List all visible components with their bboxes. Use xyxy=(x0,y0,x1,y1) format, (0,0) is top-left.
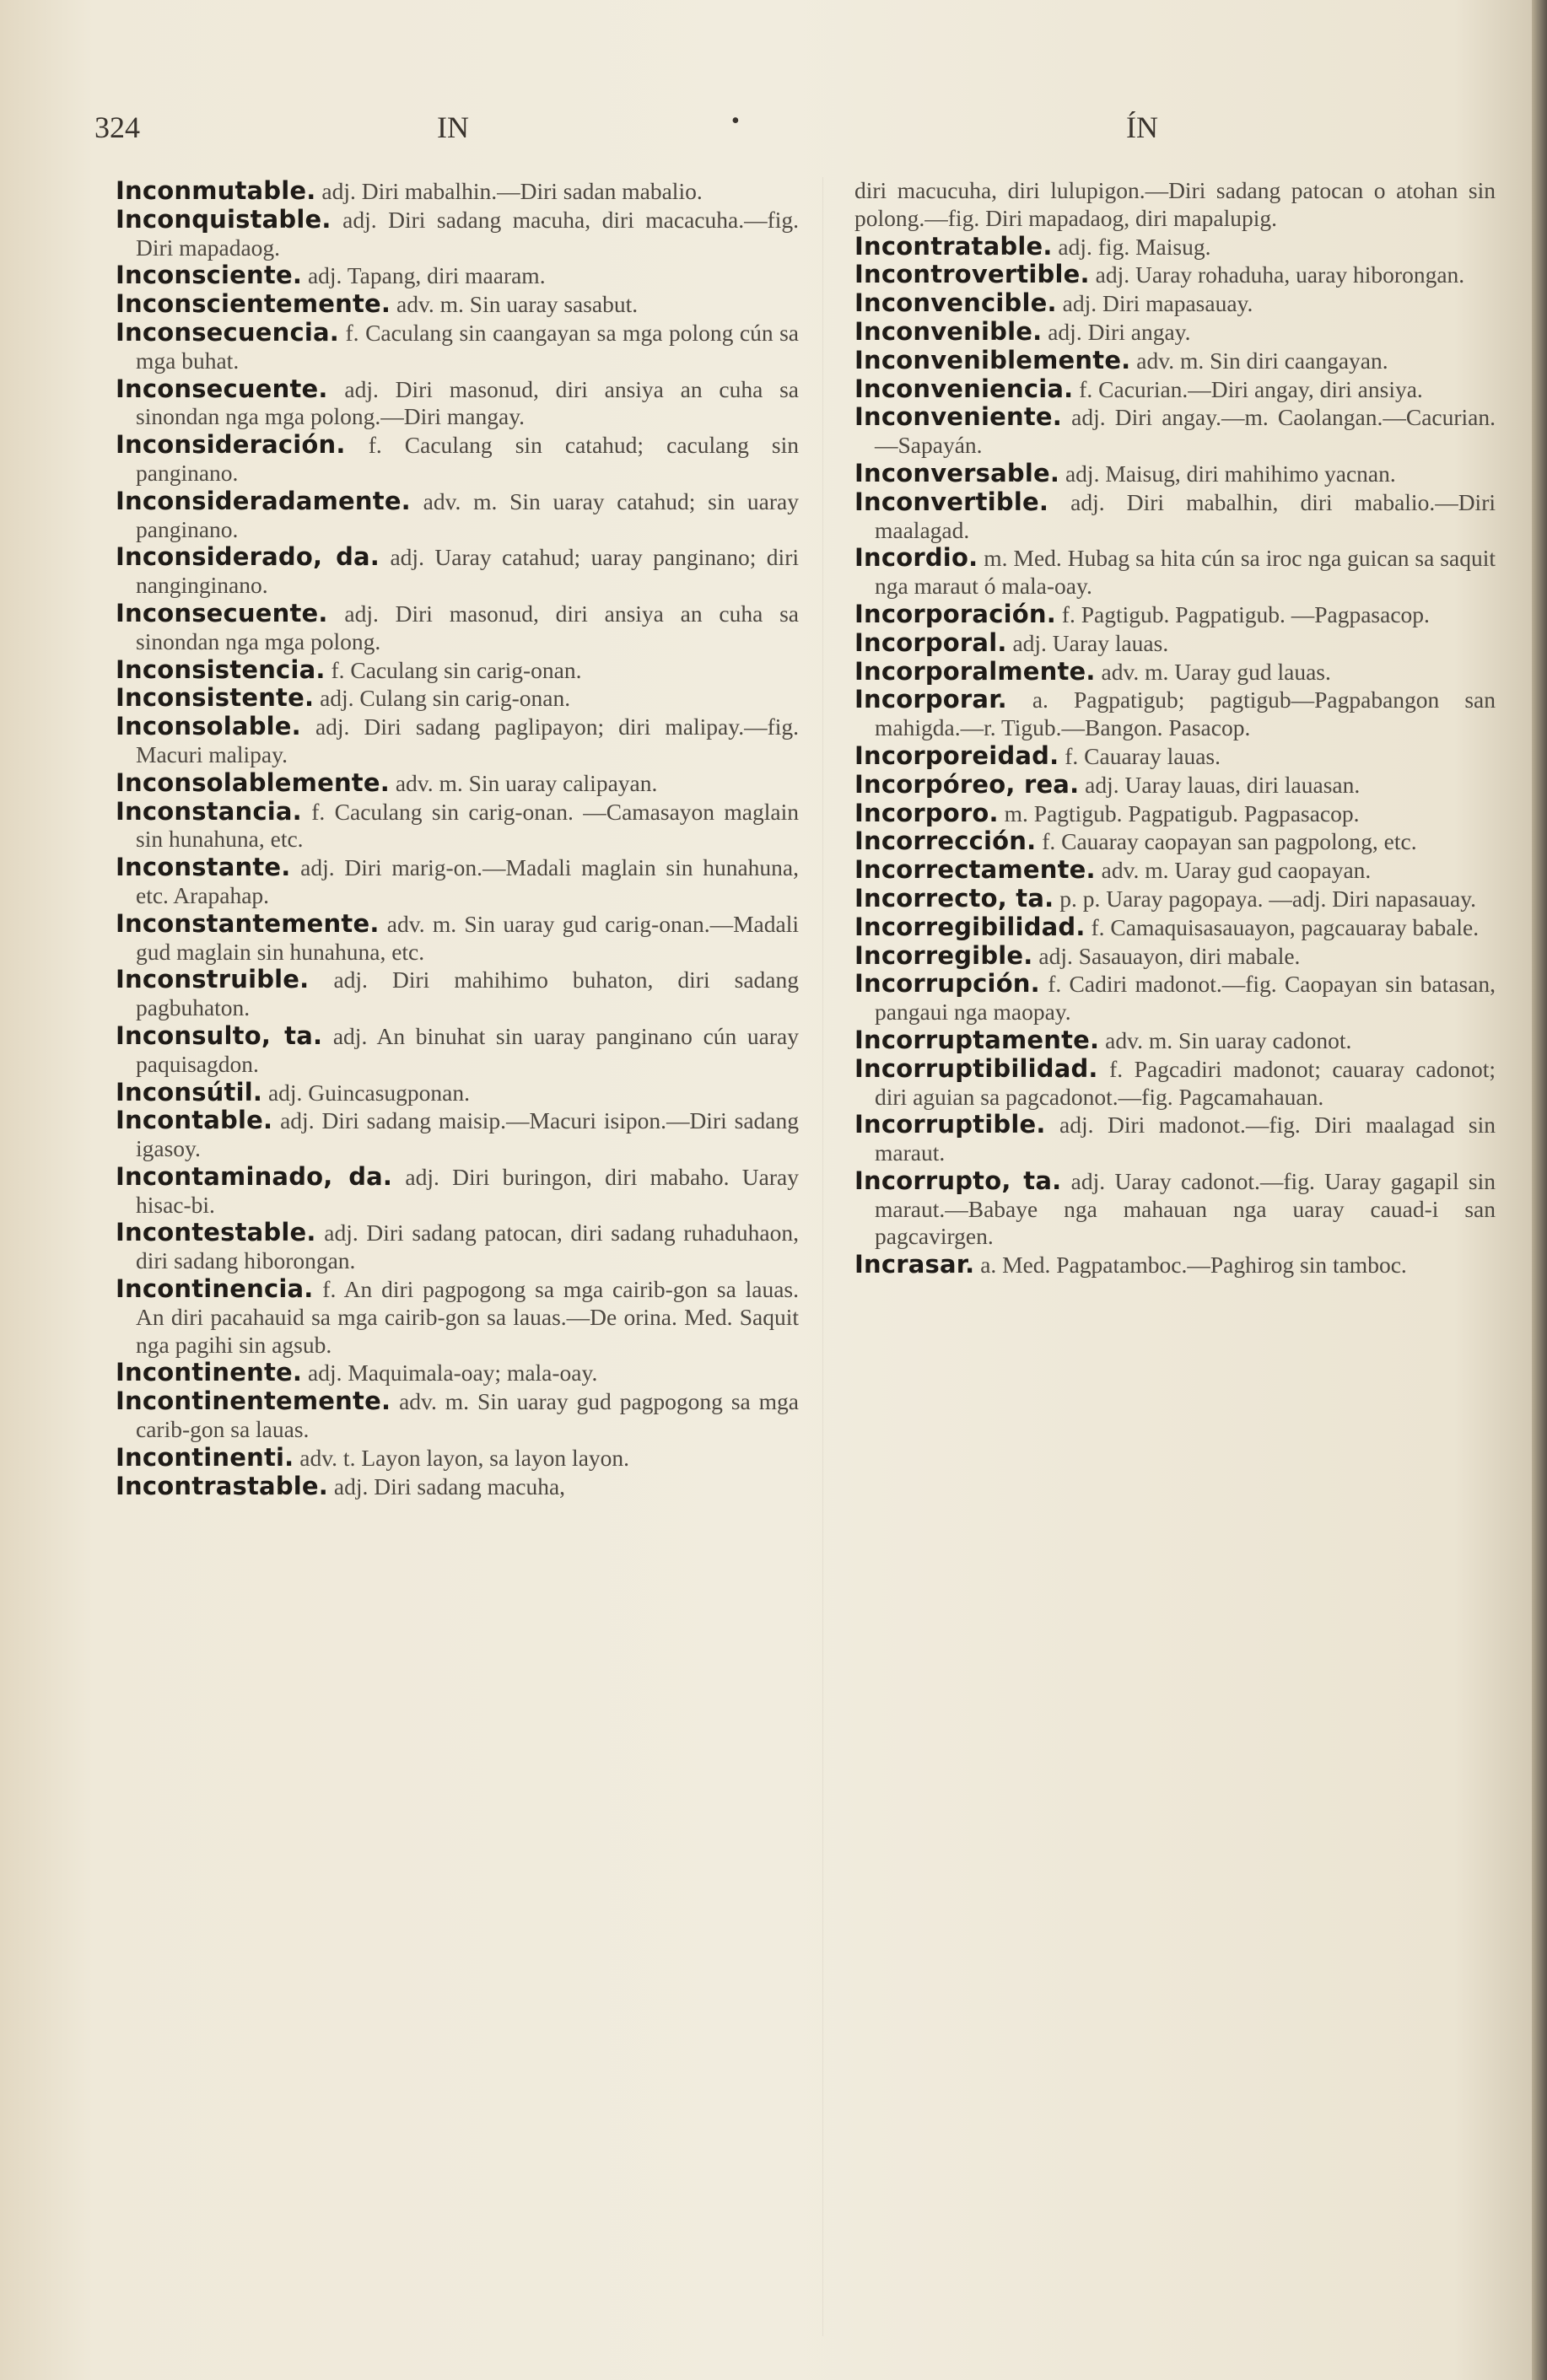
definition: adj. Diri sadang maisip.—Macuri isipon.—Diri sadang igasoy. xyxy=(136,1107,799,1162)
headword: Inconveniblemente. xyxy=(854,345,1131,374)
headword: Inconstancia. xyxy=(116,796,302,826)
headword: Incorporar. xyxy=(854,685,1007,714)
dictionary-entry xyxy=(854,488,1496,545)
definition: adv. m. Sin uaray sasabut. xyxy=(391,291,639,318)
headword: Incorrectamente. xyxy=(854,855,1096,885)
definition: adj. Diri mabalhin.—Diri sadan mabalio. xyxy=(315,178,703,204)
dictionary-entry xyxy=(116,261,799,290)
binding-edge xyxy=(1532,0,1547,2380)
dictionary-entry xyxy=(854,177,1496,233)
headword: Incordio. xyxy=(854,543,978,573)
dictionary-entry xyxy=(854,460,1496,488)
dictionary-entry xyxy=(854,885,1496,913)
dictionary-entry xyxy=(854,375,1496,404)
dictionary-entry xyxy=(854,629,1496,658)
dictionary-entry xyxy=(116,1359,799,1387)
headword: Incorpóreo, rea. xyxy=(854,769,1080,799)
headword: Incorrección. xyxy=(854,827,1037,856)
definition: f. Cauaray caopayan san pagpolong, etc. xyxy=(1036,828,1417,855)
headword: Inconsiderado, da. xyxy=(116,542,380,572)
headword: Inconsolablemente. xyxy=(116,767,390,797)
headword: Inconsideración. xyxy=(116,430,346,460)
dictionary-entry xyxy=(116,290,799,319)
headword: Inconveniente. xyxy=(854,402,1063,432)
definition: p. p. Uaray pagopaya. —adj. Diri napasauay. xyxy=(1054,885,1477,912)
headword: Inconquistable. xyxy=(116,204,332,234)
page-number: 324 xyxy=(94,110,140,144)
definition: f. Cacurian.—Diri angay, diri ansiya. xyxy=(1073,375,1423,402)
definition: adj. Tapang, diri maaram. xyxy=(302,262,546,289)
right-column xyxy=(854,177,1496,1279)
dictionary-entry xyxy=(116,543,799,600)
headword: Incorrupto, ta. xyxy=(854,1166,1062,1195)
definition: adv. m. Uaray gud caopayan. xyxy=(1095,857,1372,884)
dictionary-entry xyxy=(116,600,799,656)
dictionary-entry xyxy=(854,1251,1496,1279)
definition: adj. Diri mahihimo buhaton, diri sadang pagbuhaton. xyxy=(136,967,799,1021)
headword: Inconstante. xyxy=(116,853,291,882)
headword: Incorruptible. xyxy=(854,1110,1046,1139)
definition: adj. Diri sadang macuha, diri macacuha.—fig. Diri mapadaog. xyxy=(136,206,799,261)
dictionary-entry xyxy=(854,600,1496,629)
definition: f. Pagtigub. Pagpatigub. —Pagpasacop. xyxy=(1055,600,1430,627)
definition: a. Pagpatigub; pagtigub—Pagpabangon san mahigda.—r. Tigub.—Bangon. Pasacop. xyxy=(875,687,1496,741)
headword: Inconsecuencia. xyxy=(116,317,339,347)
definition: adj. Diri buringon, diri mabaho. Uaray hisac-bi. xyxy=(136,1163,799,1218)
dictionary-entry xyxy=(116,1079,799,1107)
headword: Incontinentemente. xyxy=(116,1387,391,1416)
headword: Inconsulto, ta. xyxy=(116,1020,323,1050)
headword: Incontinenti. xyxy=(116,1442,294,1472)
dictionary-entry xyxy=(116,206,799,262)
headword: Inconmutable. xyxy=(116,176,316,205)
definition: adj. Diri sadang patocan, diri sadang ruhaduhaon, diri sadang hiborongan. xyxy=(136,1220,799,1274)
headword: Incrasar. xyxy=(854,1250,975,1279)
headword: Inconversable. xyxy=(854,458,1060,487)
dictionary-entry xyxy=(116,319,799,375)
definition: adj. Diri angay. xyxy=(1042,318,1191,345)
definition: adj. Culang sin carig-onan. xyxy=(314,685,571,712)
definition: f. An diri pagpogong sa mga cairib-gon sa lauas. An diri pacahauid sa mga cairib-gon sa lauas.—De orina. Med. Saquit nga pagihi sin agsub. xyxy=(136,1276,799,1358)
dictionary-entry xyxy=(854,913,1496,942)
headword: Incontrovertible. xyxy=(854,260,1090,289)
headword: Inconsistencia. xyxy=(116,654,326,684)
headword: Incorporeidad. xyxy=(854,740,1059,770)
dictionary-entry xyxy=(854,1026,1496,1055)
headword: Incontaminado, da. xyxy=(116,1161,393,1191)
dictionary-entry xyxy=(116,1219,799,1275)
dictionary-entry xyxy=(854,544,1496,600)
definition: f. Caculang sin carig-onan. —Camasayon maglain sin hunahuna, etc. xyxy=(136,798,799,853)
headword: Inconsútil. xyxy=(116,1077,263,1107)
definition: adj. Uaray catahud; uaray panginano; diri nanginginano. xyxy=(136,544,799,599)
dictionary-entry xyxy=(854,403,1496,460)
headword: Inconvencible. xyxy=(854,288,1057,318)
definition: adj. Diri angay.—m. Caolangan.—Cacurian.—Sapayán. xyxy=(875,404,1496,459)
definition: adj. Diri masonud, diri ansiya an cuha sa sinondan nga mga polong.—Diri mangay. xyxy=(136,375,799,430)
definition: m. Med. Hubag sa hita cún sa iroc nga guican sa saquit nga maraut ó mala-oay. xyxy=(875,545,1496,600)
definition: adv. m. Sin uaray cadonot. xyxy=(1099,1026,1352,1053)
headword: Inconvenible. xyxy=(854,316,1043,346)
headword: Incorporalmente. xyxy=(854,656,1096,686)
dictionary-entry xyxy=(854,1111,1496,1167)
dictionary-entry xyxy=(116,375,799,432)
headword: Inconsecuente. xyxy=(116,598,328,627)
dictionary-entry xyxy=(854,318,1496,347)
headword: Incontestable. xyxy=(116,1218,316,1247)
headword: Inconveniencia. xyxy=(854,374,1074,403)
dictionary-entry xyxy=(854,771,1496,800)
dictionary-entry xyxy=(854,347,1496,375)
definition: f. Pagcadiri madonot; cauaray cadonot; diri aguian sa pagcadonot.—fig. Pagcamahauan. xyxy=(875,1055,1496,1110)
definition: adv. m. Sin diri caangayan. xyxy=(1130,347,1388,374)
headword: Incorruptamente. xyxy=(854,1025,1100,1054)
definition: f. Camaquisasauayon, pagcauaray babale. xyxy=(1085,913,1480,940)
headword: Incorporal. xyxy=(854,627,1007,657)
dictionary-entry xyxy=(854,800,1496,828)
definition: f. Caculang sin caangayan sa mga polong cún sa mga buhat. xyxy=(136,319,799,374)
dictionary-entry xyxy=(854,1055,1496,1112)
definition: adj. Uaray lauas. xyxy=(1006,629,1169,656)
headword: Inconsolable. xyxy=(116,712,301,741)
definition: adj. An binuhat sin uaray panginano cún uaray paquisagdon. xyxy=(136,1022,800,1077)
definition: adj. Maisug, diri mahihimo yacnan. xyxy=(1059,460,1396,487)
definition: adj. Diri mapasauay. xyxy=(1056,290,1253,317)
dictionary-entry xyxy=(116,656,799,685)
headword: Inconscientemente. xyxy=(116,289,391,319)
headword: Incorregibilidad. xyxy=(854,912,1086,941)
dictionary-entry xyxy=(116,1163,799,1220)
dictionary-entry xyxy=(116,1473,799,1501)
definition: adj. Diri masonud, diri ansiya an cuha sa sinondan nga mga polong. xyxy=(136,600,799,654)
definition: adj. Diri sadang paglipayon; diri malipay.—fig. Macuri malipay. xyxy=(136,713,799,767)
dictionary-entry xyxy=(116,431,799,487)
definition: adj. Diri marig-on.—Madali maglain sin hunahuna, etc. Arapahap. xyxy=(136,854,799,908)
definition: adj. Guincasugponan. xyxy=(262,1079,470,1106)
dictionary-entry xyxy=(854,261,1496,289)
definition: adj. Sasauayon, diri mabale. xyxy=(1032,942,1301,969)
dictionary-entry xyxy=(854,742,1496,771)
dictionary-entry xyxy=(116,853,799,910)
dictionary-entry xyxy=(854,658,1496,687)
dictionary-entry xyxy=(116,177,799,206)
definition: adj. Uaray cadonot.—fig. Uaray gagapil sin maraut.—Babaye nga mahauan nga uaray cauad-i san pagcavirgen. xyxy=(875,1167,1496,1250)
headword: Inconvertible. xyxy=(854,487,1049,516)
dictionary-entry xyxy=(116,798,799,854)
left-column xyxy=(116,177,799,1500)
headword: Incontinente. xyxy=(116,1358,303,1387)
definition: adv. t. Layon layon, sa layon layon. xyxy=(294,1444,630,1471)
dictionary-entry xyxy=(116,769,799,798)
definition: f. Cadiri madonot.—fig. Caopayan sin batasan, pangaui nga maopay. xyxy=(875,971,1496,1026)
dictionary-entry xyxy=(116,1107,799,1163)
headword: Incontrastable. xyxy=(116,1471,329,1500)
headword: Inconstantemente. xyxy=(116,908,380,938)
dictionary-entry xyxy=(854,827,1496,856)
definition: m. Pagtigub. Pagpatigub. Pagpasacop. xyxy=(998,800,1360,827)
headword: Incontinencia. xyxy=(116,1274,314,1304)
definition: f. Caculang sin catahud; caculang sin panginano. xyxy=(136,432,799,486)
headword: Inconsistente. xyxy=(116,683,315,713)
definition: adj. Diri madonot.—fig. Diri maalagad sin maraut. xyxy=(875,1112,1496,1166)
dictionary-entry xyxy=(116,1444,799,1473)
headword: Incontable. xyxy=(116,1106,273,1135)
headword: Incorregible. xyxy=(854,940,1033,970)
dictionary-entry xyxy=(854,686,1496,742)
headword: Incorporo. xyxy=(854,798,999,827)
definition: adj. Diri mabalhin, diri mabalio.—Diri maalagad. xyxy=(875,488,1496,543)
headword: Incorrupción. xyxy=(854,969,1040,999)
dictionary-entry xyxy=(116,1387,799,1444)
dictionary-entry xyxy=(854,970,1496,1026)
left-guide-word: IN xyxy=(437,110,469,144)
definition: adv. m. Uaray gud lauas. xyxy=(1095,658,1331,685)
dictionary-entry xyxy=(854,856,1496,885)
definition: adv. m. Sin uaray gud pagpogong sa mga carib-gon sa lauas. xyxy=(136,1388,799,1443)
dictionary-entry xyxy=(854,942,1496,971)
definition: f. Caculang sin carig-onan. xyxy=(325,656,582,683)
dictionary-entry xyxy=(854,289,1496,318)
definition: adj. fig. Maisug. xyxy=(1052,233,1211,260)
dictionary-entry xyxy=(116,966,799,1022)
dictionary-entry xyxy=(116,684,799,713)
definition: a. Med. Pagpatamboc.—Paghirog sin tamboc. xyxy=(974,1252,1407,1279)
dictionary-entry xyxy=(854,1167,1496,1251)
definition: adv. m. Sin uaray catahud; sin uaray panginano. xyxy=(136,487,799,542)
headword: Inconstruible. xyxy=(116,965,310,994)
center-mark: • xyxy=(731,108,740,134)
definition: f. Cauaray lauas. xyxy=(1059,742,1221,769)
column-gutter xyxy=(822,177,823,2336)
definition: adj. Maquimala-oay; mala-oay. xyxy=(302,1360,598,1387)
dictionary-entry xyxy=(116,487,799,544)
definition: adv. m. Sin uaray gud carig-onan.—Madali gud maglain sin hunahuna, etc. xyxy=(136,910,799,965)
headword: Incontratable. xyxy=(854,231,1053,261)
right-guide-word: ÍN xyxy=(1126,110,1158,144)
dictionary-entry xyxy=(854,233,1496,261)
headword: Inconsideradamente. xyxy=(116,486,411,515)
headword: Incorrecto, ta. xyxy=(854,883,1054,913)
headword: Incorporación. xyxy=(854,599,1056,628)
definition: adv. m. Sin uaray calipayan. xyxy=(389,769,658,796)
dictionary-entry xyxy=(116,910,799,967)
headword: Inconsciente. xyxy=(116,261,303,290)
dictionary-entry xyxy=(116,1022,799,1079)
dictionary-entry xyxy=(116,1275,799,1359)
dictionary-entry xyxy=(116,713,799,769)
definition: diri macucuha, diri lulupigon.—Diri sadang patocan o atohan sin polong.—fig. Diri mapadaog, diri mapalupig. xyxy=(854,177,1496,231)
headword: Inconsecuente. xyxy=(116,374,328,403)
definition: adj. Uaray lauas, diri lauasan. xyxy=(1079,771,1361,798)
headword: Incorruptibilidad. xyxy=(854,1053,1098,1083)
definition: adj. Diri sadang macuha, xyxy=(328,1473,566,1500)
definition: adj. Uaray rohaduha, uaray hiborongan. xyxy=(1089,261,1465,288)
